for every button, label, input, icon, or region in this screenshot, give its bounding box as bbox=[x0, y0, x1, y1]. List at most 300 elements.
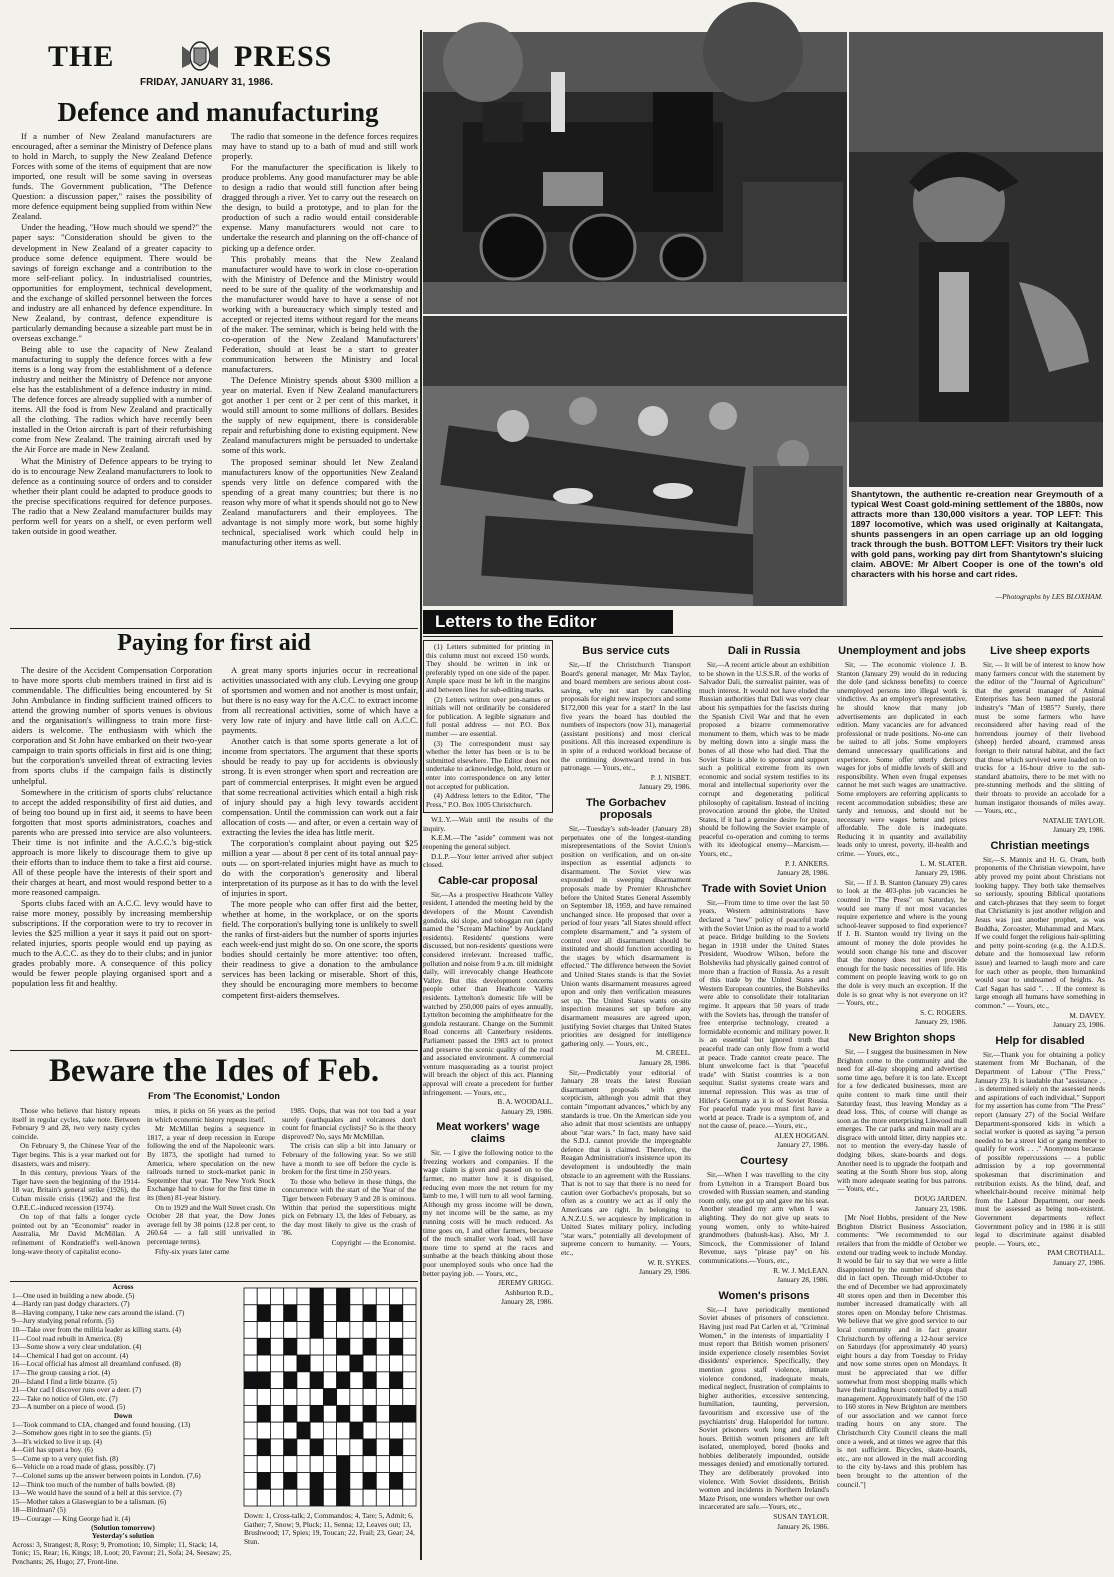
grid-cell[interactable] bbox=[376, 1305, 389, 1322]
grid-cell[interactable] bbox=[270, 1322, 283, 1339]
grid-block bbox=[284, 1372, 297, 1389]
masthead-date: FRIDAY, JANUARY 31, 1986. bbox=[140, 77, 274, 88]
grid-cell[interactable] bbox=[376, 1322, 389, 1339]
paragraph: Fifty-six years later came bbox=[155, 1246, 230, 1256]
grid-cell[interactable] bbox=[244, 1305, 257, 1322]
grid-cell[interactable] bbox=[403, 1338, 416, 1355]
paragraph: On top of that falls a longer cycle pointed out by an "Economist" reader in Australia, Mr David McMillan. A refinement of Kondratieff's well-known long-wave theory of capitalist econo- bbox=[12, 1212, 140, 1256]
grid-cell[interactable] bbox=[244, 1439, 257, 1456]
grid-cell[interactable] bbox=[323, 1305, 336, 1322]
grid-cell[interactable] bbox=[390, 1288, 403, 1305]
grid-cell[interactable] bbox=[310, 1338, 323, 1355]
grid-cell[interactable] bbox=[403, 1288, 416, 1305]
across-clues bbox=[12, 1292, 234, 1412]
letter-signature: M. CREEL. bbox=[655, 1048, 691, 1058]
masthead bbox=[28, 36, 408, 96]
clue-across: 14—Chemical I had got on account. (4) bbox=[12, 1350, 129, 1360]
clue-down: 2—Somehow goes right in to see the giants. (5) bbox=[12, 1428, 152, 1438]
paragraph: To those who believe in these things, the concurrence with the start of the Year of the Tiger between February 9 and 28 is ominous. Within that period the superstitious might pick on February 13, the Ides of Febuary, as the day most likely to give us the crash of '86. bbox=[282, 1176, 416, 1238]
grid-cell[interactable] bbox=[337, 1355, 350, 1372]
letter-title: Courtesy bbox=[740, 1155, 788, 1168]
letter-signature: DOUG JARDEN. bbox=[914, 1194, 967, 1204]
letter-body: Sir,—A recent article about an exhibition to be shown in the U.S.S.R. of the works of Salvador Dali, the surrealist painter, was of much interest. It would not have eluded the Russian authorities that Dali was very clear about his sympathies for the fascists during the Spanish Civil War and that he even proposed a bizarre commemorative monument to them, which was to be made by melting down into a single mass the bones of all those who had died. That the Soviet State is able to sponsor and support such a political extreme from its own economic and social system testifies to its moral and intellectual superiority over the corrupt and degenerating political philosophy of capitalism. Instead of inciting provocation around the globe, the United States, if it had a genuine desire for peace, should be following the Soviet example of peaceful co-operation and coming to terms with its ideological enemy—Marxism.—Yours, etc., bbox=[699, 660, 829, 859]
grid-block bbox=[310, 1439, 323, 1456]
grid-cell[interactable] bbox=[270, 1472, 283, 1489]
grid-cell[interactable] bbox=[376, 1456, 389, 1473]
crossword-note: (Solution tomorrow) bbox=[91, 1522, 155, 1532]
grid-cell[interactable] bbox=[337, 1439, 350, 1456]
clue-down: 1—Took command to CIA, changed and found housing. (13) bbox=[12, 1419, 191, 1429]
grid-block bbox=[390, 1439, 403, 1456]
grid-block bbox=[403, 1405, 416, 1422]
defence-col-1 bbox=[12, 131, 212, 625]
grid-cell[interactable] bbox=[376, 1389, 389, 1406]
grid-cell[interactable] bbox=[244, 1355, 257, 1372]
clue-across: 10—Take over from the militia leader as killing starts. (4) bbox=[12, 1324, 181, 1334]
letters-banner bbox=[423, 610, 673, 634]
grid-block bbox=[363, 1338, 376, 1355]
grid-block bbox=[390, 1372, 403, 1389]
paragraph: Mr McMillan begins a sequence in 1817, a year of deep recession in Europe following the end of the Napoleonic wars. By 1873, the spotlight had turned to America, where speculation on the new railroads turned to stock-market panic in September that year. The New York Stock Exchange had to close for the first time in its (then) 81-year history. bbox=[147, 1124, 275, 1202]
letter-date: January 29, 1986. bbox=[639, 782, 691, 792]
grid-cell[interactable] bbox=[244, 1472, 257, 1489]
grid-cell[interactable] bbox=[376, 1288, 389, 1305]
copyright: Copyright — the Economist. bbox=[331, 1237, 416, 1247]
grid-cell[interactable] bbox=[376, 1422, 389, 1439]
clue-across: 23—A number on a piece of wood. (5) bbox=[12, 1402, 126, 1412]
grid-cell[interactable] bbox=[244, 1489, 257, 1506]
letter-date: January 28, 1986. bbox=[777, 1275, 829, 1285]
grid-block bbox=[257, 1405, 270, 1422]
grid-cell[interactable] bbox=[297, 1472, 310, 1489]
grid-cell[interactable] bbox=[350, 1405, 363, 1422]
letters-col-3 bbox=[699, 640, 829, 1560]
grid-cell[interactable] bbox=[323, 1439, 336, 1456]
grid-cell[interactable] bbox=[257, 1489, 270, 1506]
grid-cell[interactable] bbox=[350, 1288, 363, 1305]
letter-date: January 29, 1986. bbox=[1053, 825, 1105, 835]
paragraph: The desire of the Accident Compensation Corporation to have more sports club members trained in first aid is commendable. The difficulties being encountered by St John Ambulance in finding sufficient trained officers to attend the growing number of sports venues is obvious and the organisation's willingness to train more first-aiders is welcome. The enthusiasm with which the corporation and St John have embarked on their two-year campaign to train sports officials in first aid is one thing; but the corporation's unveiled threat of extracting levies from sports clubs if the campaign fails is distinctly unhelpful. bbox=[12, 665, 212, 786]
letters-col-2 bbox=[561, 640, 691, 1560]
grid-cell[interactable] bbox=[257, 1355, 270, 1372]
grid-cell[interactable] bbox=[297, 1322, 310, 1339]
grid-cell[interactable] bbox=[376, 1355, 389, 1372]
paragraph: If a number of New Zealand manufacturers are encouraged, after a seminar the Ministry of Defence plans to hold in March, to supply the New Zealand Defence Forces with some of the items of equipment that are now imported, one result will be some saving in overseas funds. The Government publication, "The Defence Question: a discussion paper," raises the possibility of more defence equipment being supplied from within New Zealand. bbox=[12, 131, 212, 222]
grid-block bbox=[337, 1456, 350, 1473]
grid-cell[interactable] bbox=[323, 1288, 336, 1305]
firstaid-headline: Paying for first aid bbox=[117, 630, 311, 656]
grid-cell[interactable] bbox=[270, 1338, 283, 1355]
grid-block bbox=[390, 1472, 403, 1489]
grid-cell[interactable] bbox=[310, 1456, 323, 1473]
grid-cell[interactable] bbox=[403, 1355, 416, 1372]
paragraph: The crisis can slip a bit into January or February of the following year. So we still have a month to see off before the cycle is broken for the first time in 250 years. bbox=[282, 1141, 416, 1177]
paragraph: This probably means that the New Zealand manufacturer would have to work in close co-operation with the Ministry of Defence and the Ministry would need to be sure of the quality of the workmanship and the manufacturer would have to have a sense of not working with a bureaucracy which simply tested and accepted or rejected items without regard for the means of the maker. The seminar, which is being held with the co-operation of the New Zealand Manufacturers' Federation, should at least be a start to greater communication between the Ministry and local manufacturers. bbox=[222, 253, 418, 375]
grid-cell[interactable] bbox=[403, 1322, 416, 1339]
grid-block bbox=[350, 1355, 363, 1372]
grid-block bbox=[363, 1405, 376, 1422]
grid-cell[interactable] bbox=[403, 1472, 416, 1489]
grid-cell[interactable] bbox=[310, 1422, 323, 1439]
letter-title: New Brighton shops bbox=[848, 1031, 956, 1044]
paragraph: Under the heading, "How much should we spend?" the paper says: "Consideration should be given to the development in New Zealand of a greater capacity to produce some defence equipment. There would be savings of foreign exchange and a contribution to the more self-reliant policy. In industrialised countries, opportunities for employment, technical development, and the exchange of skilled personnel between the forces and industry are all enhanced by defence expenditure. In New Zealand, by contrast, defence expenditure is particularly demanding because a sizeable part must be in overseas exchange." bbox=[12, 222, 212, 343]
grid-cell[interactable] bbox=[270, 1456, 283, 1473]
letter-title: Help for disabled bbox=[995, 1034, 1085, 1047]
grid-cell[interactable] bbox=[323, 1489, 336, 1506]
grid-block bbox=[284, 1439, 297, 1456]
clue-down: 18—Birdman? (5) bbox=[12, 1505, 66, 1515]
grid-cell[interactable] bbox=[363, 1456, 376, 1473]
grid-cell[interactable] bbox=[270, 1355, 283, 1372]
clue-down: 4—Girl has upset a boy. (6) bbox=[12, 1445, 93, 1455]
grid-cell[interactable] bbox=[244, 1338, 257, 1355]
grid-block bbox=[363, 1439, 376, 1456]
reply-note: K.E.M.—The "aside" comment was not reopening the general subject. bbox=[423, 833, 553, 852]
grid-cell[interactable] bbox=[323, 1355, 336, 1372]
grid-cell[interactable] bbox=[363, 1489, 376, 1506]
grid-block bbox=[284, 1338, 297, 1355]
grid-cell[interactable] bbox=[376, 1405, 389, 1422]
grid-block bbox=[310, 1405, 323, 1422]
grid-cell[interactable] bbox=[390, 1355, 403, 1372]
letter-body: Sir,—Thank you for obtaining a policy statement from Mr Buchanan, of the Department of Labour ("The Press," January 23). It is laudable that "assistance . . . is determined solely on the assessed needs and aspirations of each individual." Support for my assertion has come from "The Press" report (January 27) of the Social Welfare Department-sponsored kids in which a social worker is quoted as saying "a person needed to be a street kid or gang member to qualify for work . . ." Anonymous because of possible repercussions — a public admission by a top governmental spokesman that discrimination and retribution exists. As the blind, deaf, and wheelchair-bound receive minimal help from the Labour Department, our needs must be assessed as being non-existent. Government departments reflect Government policy and in 1986 it is still legal to discriminate against disabled people. — Yours, etc., bbox=[975, 1049, 1105, 1248]
grid-cell[interactable] bbox=[323, 1322, 336, 1339]
grid-cell[interactable] bbox=[270, 1389, 283, 1406]
grid-block bbox=[310, 1372, 323, 1389]
paragraph: Being able to use the capacity of New Zealand manufacturing to supply the defence forces with a few items is a long way from the establishment of a defence industry and neither the Ministry of Defence nor anyone else has the establishment of a defence industry in mind. The defence forces are already supplied with a number of items. All the food is from New Zealand and practically all the clothing. The radios which have recently been installed in the Orion aircraft is part of their refurbishing come from New Zealand. The training aircraft used by the Air Force are made in New Zealand. bbox=[12, 343, 212, 455]
letter-signature: SUSAN TAYLOR. bbox=[773, 1512, 829, 1522]
clue-down: 19—Courage — King George had it. (4) bbox=[12, 1514, 131, 1524]
clue-down: 3—It's wicked to live it up. (4) bbox=[12, 1436, 102, 1446]
grid-cell[interactable] bbox=[403, 1305, 416, 1322]
grid-cell[interactable] bbox=[257, 1288, 270, 1305]
letter-date: January 27, 1986. bbox=[777, 1140, 829, 1150]
clue-across: 11—Cool road rebuilt in America. (8) bbox=[12, 1333, 123, 1343]
letter-signature: W. R. SYKES. bbox=[647, 1257, 691, 1267]
grid-cell[interactable] bbox=[270, 1422, 283, 1439]
grid-cell[interactable] bbox=[297, 1456, 310, 1473]
grid-cell[interactable] bbox=[270, 1288, 283, 1305]
grid-cell[interactable] bbox=[390, 1422, 403, 1439]
photo-locomotive bbox=[423, 32, 847, 314]
grid-cell[interactable] bbox=[297, 1288, 310, 1305]
letters-col-1 bbox=[423, 640, 553, 1560]
crossword-clues bbox=[12, 1282, 234, 1566]
paragraph: Sports clubs faced with an A.C.C. levy would have to raise more money, possibly by increasing membership subscriptions. If the corporation were to try to recover in levies the $25 million a year it says it paid out on sport-related injuries, sports people would end up paying as much to the A.C.C. as they do to their clubs; and in junior grades probably more. A consequence of this policy would be fewer people playing organised sport and a population less fit and healthy. bbox=[12, 898, 212, 989]
grid-cell[interactable] bbox=[403, 1372, 416, 1389]
letters-banner-text: Letters to the Editor bbox=[435, 612, 597, 631]
grid-cell[interactable] bbox=[363, 1355, 376, 1372]
letters-col-4 bbox=[837, 640, 967, 1560]
grid-cell[interactable] bbox=[284, 1355, 297, 1372]
grid-block bbox=[257, 1472, 270, 1489]
ides-col-2 bbox=[147, 1107, 275, 1278]
grid-cell[interactable] bbox=[244, 1322, 257, 1339]
grid-cell[interactable] bbox=[284, 1288, 297, 1305]
grid-cell[interactable] bbox=[363, 1288, 376, 1305]
grid-cell[interactable] bbox=[390, 1456, 403, 1473]
letter-body: Sir,—S. Mannix and H. G. Oram, both proponents of the Christian viewpoint, have ably proved my point about Christians not looking happy. They both take themselves so seriously, spouting Biblical quotations and catch-phrases that they seem to forget that Christianity is just another religion and Jesus was just another prophet, as was Buddha, Zoroaster, Muhammad and Marx. If we could forget the religious hair-splitting and petty point-scoring (e.g. the A.I.D.S. debate and the homosexual law reform issue) and learned to laugh more and care for each other as people, then humankind would soar to undreamed of heights. As Carl Sagan has said ". . . If the context is large enough all humans have something in common." — Yours, etc., bbox=[975, 854, 1105, 1010]
grid-cell[interactable] bbox=[350, 1456, 363, 1473]
grid-cell[interactable] bbox=[403, 1422, 416, 1439]
letter-date: January 28, 1986. bbox=[639, 1057, 691, 1067]
grid-cell[interactable] bbox=[323, 1372, 336, 1389]
grid-block bbox=[297, 1355, 310, 1372]
letter-date: January 27, 1986. bbox=[1053, 1258, 1105, 1267]
grid-cell[interactable] bbox=[270, 1305, 283, 1322]
photo-caption: Shantytown, the authentic re-creation near Greymouth of a typical West Coast gold-mining settlement of the 1880s, now attracts more than 130,000 visitors a year. TOP LEFT: This 1897 locomotive, which was used originally at Kaitangata, shunts passengers in an open carriage up an old logging track through the bush. BOTTOM LEFT: Visitors try their luck with gold pans, working pay dirt from Shantytown's sluicing claim. ABOVE: Mr Albert Cooper is one of the town's old characters with his horse and cart rides. bbox=[851, 489, 1103, 579]
letter-date: January 26, 1986. bbox=[777, 1521, 829, 1531]
defence-col-2 bbox=[222, 131, 418, 625]
grid-block bbox=[337, 1305, 350, 1322]
grid-cell[interactable] bbox=[284, 1322, 297, 1339]
letter-body: Sir,—As a prospective Heathcote Valley resident, I attended the meeting held by the developers of the Mount Cavendish gondola, ski slope, and toboggan run (aptly named the "Scream Machine" by Auckland residents). Residents' questions were discussed, but non-residents' questions were considered irrelevant. Increased traffic, pollution and noise from 9 a.m. till midnight daily, will irrevocably change Heathcote Valley. But this development concerns people other than Heathcote Valley residents. Lyttelton's domestic life will be watched by 250,000 pairs of eyes annually, Lyttelton becoming the amphitheatre for the gondola restaurant. Change on the Summit Road concerns all Canterbury residents. Parliament passed the 1983 act to protect and preserve the scenic quality of the road and associated environment. A commercial venture masquerading as a tourist project will breach the object of this act. Planning approval will create a precedent for further infringement. — Yours, etc., bbox=[423, 889, 553, 1097]
paragraph: What the Ministry of Defence appears to be trying to do is to encourage New Zealand manufacturers to look to defence as a continuing source of orders and to consider whether their plant could be adapted to produce goods to the precise specifications required for defence purposes. The radio that a New Zealand manufacturer builds may perform well for years on a shelf, or even perform well taken outside in good weather. bbox=[12, 455, 212, 536]
letter-date: January 29, 1986. bbox=[639, 1267, 691, 1277]
clue-down: 15—Mother takes a Glaswegian to be a talisman. (6) bbox=[12, 1496, 167, 1506]
grid-cell[interactable] bbox=[270, 1405, 283, 1422]
grid-cell[interactable] bbox=[284, 1389, 297, 1406]
letter-body: Sir, — It will be of interest to know how many farmers concur with the statement by the editor of the "Journal of Agriculture" that the general manager of Animal Enterprises has been named the pastoral industry's "Man of 1985"? Surely, there must be some farmers who have reconsidered after having read of the horrendous journey of their livehood (sheep) herded aboard, crammed areas foreign to their natural habitat, and the fact that those which survived were loaded on to trucks for a 16-hour drive to the sub-standard abattoirs, there to be met with no pre-stunning methods and the slitting of their throats to provide an accolade for a human instigator thousands of miles away. — Yours, etc., bbox=[975, 660, 1105, 816]
grid-cell[interactable] bbox=[376, 1439, 389, 1456]
grid-cell[interactable] bbox=[284, 1489, 297, 1506]
editor-note: [Mr Noel Hobbs, president of the New Brighton District Business Association, comments: "We recommended to our retailers that from the middle of October we extend our trading week to include Monday. It would be fair to say that we were a little disappointed by the number of shops that did in fact open. Through mid-October to the end of December we had approximately 40 stores open and then in December this number increased dramatically with all stores open on Monday before Christmas. We believe that we give good service to our local community and in fact greater Christchurch by offering a 12-hour service on Saturdays (for approximately 40 years) eight hours a day from Tuesday to Friday and now some stores open on Mondays. It must be appreciated that we differ somewhat from most shopping malls which have their trading hours controlled by a mall management. Approximately half of the 150 to 160 stores in New Brighton are members of our association and we cannot force trading hours on any store. The Christchurch City Council cleans the mall once a week, and at times we agree that this is not sufficient. Bicycles, skate-boards, etc., are not allowed in the mall according to the city by-laws and this problem has been brought to the attention of the council."] bbox=[837, 1213, 967, 1489]
ides-col-1 bbox=[12, 1107, 140, 1278]
grid-cell[interactable] bbox=[403, 1456, 416, 1473]
grid-cell[interactable] bbox=[244, 1288, 257, 1305]
grid-cell[interactable] bbox=[297, 1489, 310, 1506]
yesterday-title: Yesterday's solution bbox=[91, 1531, 155, 1541]
grid-block bbox=[363, 1305, 376, 1322]
letter-signature: P. J. NISBET. bbox=[650, 772, 691, 782]
letters-col-5 bbox=[975, 640, 1105, 1560]
reply-note: D.L.P.—Your letter arrived after subject closed. bbox=[423, 851, 553, 870]
firstaid-col-2 bbox=[222, 665, 418, 1047]
grid-block bbox=[337, 1372, 350, 1389]
grid-cell[interactable] bbox=[390, 1389, 403, 1406]
grid-cell[interactable] bbox=[270, 1372, 283, 1389]
grid-cell[interactable] bbox=[350, 1322, 363, 1339]
grid-cell[interactable] bbox=[323, 1405, 336, 1422]
grid-cell[interactable] bbox=[403, 1489, 416, 1506]
letter-signature: P. J. ANKERS. bbox=[785, 858, 829, 868]
grid-cell[interactable] bbox=[350, 1305, 363, 1322]
grid-cell[interactable] bbox=[257, 1456, 270, 1473]
clue-down: 6—Vehicle on a road made of glass, possibly. (7) bbox=[12, 1462, 156, 1472]
grid-cell[interactable] bbox=[284, 1422, 297, 1439]
paragraph: The proposed seminar should let New Zealand manufacturers know of the opportunities New Zealand spends very little on defence compared with the spending of a great many countries; but there is no reason why more of what it spends should not go to New Zealand manufacturers and their employees. The advantage is not simply more work, but some highly technical, specialised work which could help in manufacturing other items as well. bbox=[222, 456, 418, 547]
grid-cell[interactable] bbox=[403, 1439, 416, 1456]
grid-cell[interactable] bbox=[284, 1456, 297, 1473]
grid-block bbox=[257, 1338, 270, 1355]
letter-signature: ALEX HOGGAN. bbox=[774, 1130, 829, 1140]
letter-date: January 23, 1986. bbox=[915, 1203, 967, 1213]
paragraph: The radio that someone in the defence forces requires may have to stand up to a bath of mud and still work properly. bbox=[222, 131, 418, 162]
grid-block bbox=[310, 1489, 323, 1506]
letter-title: Meat workers' wage claims bbox=[436, 1121, 540, 1146]
grid-cell[interactable] bbox=[390, 1322, 403, 1339]
clue-across: 20—Island I find a little bizarre. (5) bbox=[12, 1376, 117, 1386]
letter-body: Sir, — If J. B. Stanton (January 29) cares to look at the 403-plus job vacancies he counted in "The Press" on Saturday, he would see many if not most vacancies require experience and where is the young school-leaver supposed to find experience? If J. B. Stanton would try living on the amount of money the dole provides he would soon change his tune and discover that the money does not even provide enough for the basic necessities of life. His comment on people leaving work to go on the dole is very much an exception. If the dole is so great why is not everyone on it? — Yours, etc., bbox=[837, 877, 967, 1008]
grid-cell[interactable] bbox=[403, 1389, 416, 1406]
letter-date: January 28, 1986. bbox=[777, 868, 829, 878]
clue-down: 12—Think too much of the number of balls bowled. (8) bbox=[12, 1479, 175, 1489]
yesterday-down: Down: 1, Cross-talk; 2, Commandos; 4, Tare; 5, Admit; 6, Gather; 7, Snow; 9, Pluck; 11, Senna; 12, Leaves out; 13, Brushwood; 17, Spies; 19, Toucan; 22, Frail; 23, Gear; 24, Stun. bbox=[244, 1511, 415, 1546]
clue-across: 9—Jury studying penal reform. (5) bbox=[12, 1316, 114, 1326]
grid-cell[interactable] bbox=[297, 1439, 310, 1456]
yesterday-across: Across: 3, Strangest; 8, Rosy; 9, Promotion; 10, Simple; 11, Stack; 14, Tonic; 15, Rear; 16, Kings; 18, Loot; 20, Favour; 21, Sofa; 24, Seesaw; 25, Penchants; 26, Hugo; 27, Front-line. bbox=[12, 1539, 232, 1566]
masthead-right: PRESS bbox=[234, 40, 333, 73]
grid-cell[interactable] bbox=[390, 1489, 403, 1506]
grid-block bbox=[337, 1489, 350, 1506]
grid-cell[interactable] bbox=[376, 1338, 389, 1355]
crossword-grid[interactable] bbox=[244, 1288, 416, 1506]
rule-item: (4) Address letters to the Editor, "The Press," P.O. Box 1005 Christchurch. bbox=[426, 791, 550, 809]
letter-title: Bus service cuts bbox=[582, 645, 670, 657]
clue-down: 5—Come up to a very quiet fish. (8) bbox=[12, 1453, 119, 1463]
grid-block bbox=[390, 1305, 403, 1322]
grid-cell[interactable] bbox=[350, 1439, 363, 1456]
grid-cell[interactable] bbox=[257, 1322, 270, 1339]
grid-block bbox=[284, 1405, 297, 1422]
grid-cell[interactable] bbox=[297, 1305, 310, 1322]
grid-cell[interactable] bbox=[363, 1389, 376, 1406]
clue-down: 13—We would have the sound of a bell at this service. (7) bbox=[12, 1488, 182, 1498]
grid-cell[interactable] bbox=[337, 1389, 350, 1406]
crest-icon bbox=[178, 38, 222, 74]
grid-block bbox=[244, 1372, 257, 1389]
grid-block bbox=[284, 1305, 297, 1322]
grid-block bbox=[337, 1405, 350, 1422]
letter-title: The Gorbachev proposals bbox=[585, 796, 667, 821]
ides-headline: Beware the Ides of Feb. bbox=[48, 1053, 380, 1089]
grid-cell[interactable] bbox=[244, 1422, 257, 1439]
clue-across: 22—Take no notice of Glen, etc. (7) bbox=[12, 1393, 118, 1403]
grid-block bbox=[390, 1405, 403, 1422]
grid-block bbox=[363, 1372, 376, 1389]
paragraph: The corporation's complaint about paying out $25 million a year — about 8 per cent of its total annual pay-outs — on sport-related injuries might have as much to do with the corporation's generosity and liberal interpretation of its purpose as it has to do with the level of injuries in sport. bbox=[222, 837, 418, 899]
grid-cell[interactable] bbox=[270, 1489, 283, 1506]
paragraph: 1985. Oops, that was not too bad a year surely (earthquakes and volcanoes don't count for financial cyclists)? So is the theory disproved? No, says Mr McMillan. bbox=[282, 1106, 416, 1141]
grid-block bbox=[337, 1288, 350, 1305]
letter-date: January 29, 1986. bbox=[915, 868, 967, 878]
letter-body: Sir, — The economic violence J. B. Stanton (January 29) would do in reducing the dole (and sickness benefits) to coerce unemployed persons into illegal work is vindictive. As an employer's representative, he should know that many job advertisements are duplicated in each edition. Many vacancies are for advanced professional or trade positions. No-one can be suited to all jobs. Some employers demand unnecessary qualifications and experience. Some offer utterly derisory wages for jobs of middle levels of skill and responsibility. When even frugal expenses cannot be met such wages are unattractive. Some employers are referring applicants to recent accommodation subsidies; these are tardy and tenuous, and should not be necessary were wages better and prices affordable. The dole is inadequate. Reducing it in quantity and availability leads only to unrest, poverty, ill-health and crime. — Yours, etc., bbox=[837, 660, 967, 859]
letter-body: Sir,—When I was travelling to the city from Lyttelton in a Transport Board bus crowded with Russian seamen, and standing room only, one got up and gave me his seat. Another steadied my arm when I was alighting. They do not give up seats to young women, only to white-haired grandmothers (bahush-kas). Also, Mr J. Simcock, the Commissioner of Inland Revenue, says "please pay" on his communications.—Yours, etc., bbox=[699, 1170, 829, 1265]
letter-title: Live sheep exports bbox=[990, 645, 1090, 657]
clue-down: 7—Colonel sums up the answer between points in London. (7,6) bbox=[12, 1471, 201, 1481]
grid-cell[interactable] bbox=[297, 1405, 310, 1422]
grid-cell[interactable] bbox=[297, 1338, 310, 1355]
grid-cell[interactable] bbox=[337, 1322, 350, 1339]
grid-cell[interactable] bbox=[337, 1422, 350, 1439]
grid-cell[interactable] bbox=[257, 1389, 270, 1406]
grid-cell[interactable] bbox=[323, 1472, 336, 1489]
photo-horse-cart bbox=[849, 32, 1103, 487]
grid-cell[interactable] bbox=[297, 1389, 310, 1406]
grid-block bbox=[310, 1472, 323, 1489]
letter-signature: S. C. ROGERS. bbox=[920, 1007, 967, 1017]
grid-cell[interactable] bbox=[297, 1372, 310, 1389]
grid-cell[interactable] bbox=[350, 1372, 363, 1389]
letter-signature: R. W. J. McLEAN. bbox=[773, 1265, 829, 1275]
letter-body: Sir, — I give the following notice to the freezing workers and companies. If the wage claim is given and passed on to the farmer, no matter how it is disguised, reducing even more the net return for my lamb to me, I will turn to all wool farming. Although my gross income will be down, my net income will be the same, as my running costs will be much reduced. As time goes on, I and other farmers, because of the much smaller work load, will have more time to spend at the races and sunbathe at the beach thinking about those poor unemployed souls who once had the better paying job. — Yours, etc., bbox=[423, 1148, 553, 1278]
down-clues bbox=[12, 1421, 234, 1524]
grid-block bbox=[350, 1422, 363, 1439]
grid-cell[interactable] bbox=[363, 1322, 376, 1339]
ides-col-3 bbox=[282, 1107, 416, 1278]
paragraph: Somewhere in the criticism of sports clubs' reluctance to accept the added responsibility of first aid duties, and of being too bound up in first aid, it seems to have been forgotten that most sports administrators, coaches and parents who are pressed into service are also volunteers. Their time is not infinite and the A.C.C.'s big-stick approach is more likely to discourage them to give up their efforts than to induce them to take a first aid course. All of these people have the interests of their sport and their charges at heart, and most would respond better to a more reasoned campaign. bbox=[12, 786, 212, 898]
letter-body: Sir,—I have periodically mentioned Soviet abuses of prisoners of conscience. Having just read Pat Carlen et al, "Criminal Women," in the interests of impartiality I must report that British women prisoners' inside experience closely resembles Soviet dissidents' experience. Specifically, they mention gross staff violence, inmate violence condoned, inadequate meals, medical neglect, frustration of complaints to higher authorities, excessive sentencing, humiliation, taunting, perversion, favouritism and excessive use of the psychiatrists' drug. Haloperidol for torture. Soviet prisoners work long and difficult hours. British women prisoners are left isolated, unemployed, bored (books and hobbies deliberately impounded, outside messages denied) and emotionally tortured. They are deliberately provoked into violence. With Soviet dissidents, British women and incidents in Northern Ireland's Maze Prison, one wonders whether our own incarcerated are safe.—Yours, etc., bbox=[699, 1304, 829, 1512]
grid-cell[interactable] bbox=[244, 1405, 257, 1422]
letter-title: Unemployment and jobs bbox=[838, 645, 966, 657]
grid-block bbox=[310, 1305, 323, 1322]
grid-block bbox=[310, 1322, 323, 1339]
letter-signature: PAM CROTHALL. bbox=[1047, 1248, 1105, 1258]
grid-cell[interactable] bbox=[350, 1389, 363, 1406]
grid-cell[interactable] bbox=[244, 1456, 257, 1473]
rule-item: (1) Letters submitted for printing in this column must not exceed 150 words. They should be written in ink or preferably typed on one side of the paper. Ample space must be left in the margins and between lines for sub-editing marks. bbox=[426, 642, 550, 694]
grid-block bbox=[323, 1389, 336, 1406]
down-title: Down bbox=[113, 1410, 133, 1420]
letter-rules bbox=[423, 640, 553, 813]
grid-cell[interactable] bbox=[244, 1389, 257, 1406]
letter-signature: JEREMY GRIGG. bbox=[498, 1278, 553, 1288]
grid-cell[interactable] bbox=[350, 1472, 363, 1489]
grid-cell[interactable] bbox=[323, 1422, 336, 1439]
letter-body: Sir,—Predictably your editorial of January 28 treats the latest Russian disarmament proposals with great scepticism, although you admit that they contain "important advances," which by any standards is true. On the American side you also admit that most scientists are unhappy about "star wars." In fact, many have said the S.D.I. cannot provide the impregnable defence that is claimed. Therefore, the Reagan Administration's insistence upon its development is undoubtedly the main obstacle to an agreement with the Russians. That is not to say that there is no need for caution over Gorbachev's proposals, but so often as a country we act as if only the Americans are right. In belonging to A.N.Z.U.S. we acquiesce by implication in United States military policy, including "star wars," potentially all development of supreme concern to humanity. — Yours, etc., bbox=[561, 1067, 691, 1257]
grid-cell[interactable] bbox=[257, 1422, 270, 1439]
paragraph: On February 9, the Chinese Year of the Tiger begins. This is a year marked out for disasters, wars and misery. bbox=[12, 1141, 140, 1168]
clue-across: 16—Local official has almost all dreamland confused. (8) bbox=[12, 1359, 181, 1369]
grid-block bbox=[284, 1472, 297, 1489]
clue-across: 13—Some show a very clear undulation. (4) bbox=[12, 1342, 142, 1352]
paragraph: mies, it picks on 56 years as the period in which economic history repeats itself. bbox=[147, 1106, 275, 1124]
paragraph: A great many sports injuries occur in recreational activities unassociated with any club. Levying one group of sportsmen and women and not another is most unfair, but there is no easy way for the A.C.C. to extract income from all recreational activities, some of which have a very low rate of injury and have little call on A.C.C. payments. bbox=[222, 665, 418, 736]
clue-across: 21—Our cad I discover runs over a deer. (7) bbox=[12, 1385, 142, 1395]
grid-cell[interactable] bbox=[376, 1372, 389, 1389]
grid-cell[interactable] bbox=[363, 1422, 376, 1439]
grid-cell[interactable] bbox=[376, 1489, 389, 1506]
grid-cell[interactable] bbox=[350, 1338, 363, 1355]
grid-block bbox=[390, 1338, 403, 1355]
grid-block bbox=[257, 1439, 270, 1456]
grid-cell[interactable] bbox=[310, 1389, 323, 1406]
paragraph: In this century, previous Years of the Tiger have seen the beginning of the 1914-18 war, Britain's general strike (1926), the Cuban missile crisis (1962) and the first O.P.E.C.-induced recession (1974). bbox=[12, 1168, 140, 1212]
paragraph: The more people who can offer first aid the better, whether at home, in the workplace, or on the sports field. The corporation's bullying tone is unlikely to swell the ranks of first-aiders but the number of sports injuries each week-end just might do so. On one score, the sports bodies should certainly be more attentive: too often, their readiness to give a donation to the ambulance services has been lacking or miserable. Short of this, they should be encouraging more members to become competent first-aiders themselves. bbox=[222, 899, 418, 1000]
photo-credit: —Photographs by LES BLOXHAM. bbox=[995, 592, 1103, 601]
paragraph: For the manufacturer the specification is likely to produce problems. Any good manufacturer may be able to design a radio that would still function after being dragged through a river. Yet to carry out the research on the design, to build a prototype, and to plan for the production of such a radio would entail considerable expense. Many manufacturers would not care to undertake the research and planning on the off-chance of picking up a defence order. bbox=[222, 162, 418, 253]
grid-cell[interactable] bbox=[323, 1338, 336, 1355]
letter-body: Sir,—Tuesday's sub-leader (January 28) perpetuates one of the longest-standing misrepresentations of the Soviet Union's position on verification, and on on-site inspection as essential adjuncts to disarmament. The Soviet view was expounded in sweeping disarmament proposals made by Premier Khrushchev before the United States General Assembly on September 18, 1959, and have remained unchanged since. He proposed that over a period of four years "all States should effect complete disarmament," and "a system of control over all disarmament should be instituted and should function according to the stages by which disarmament is effected." The difference between the Soviet and United States stands is that the Soviet Union wants disarmament measures agreed upon and only then verification measures set up. The United States wants on-site inspection measures set up before any disarmament measures are agreed upon, justifying Soviet charges that United States priorities are designed for intelligence gathering only. — Yours, etc., bbox=[561, 823, 691, 1048]
grid-block bbox=[337, 1338, 350, 1355]
letter-title: Dali in Russia bbox=[727, 645, 801, 657]
letter-signature: L. M. SLATER. bbox=[920, 858, 967, 868]
grid-cell[interactable] bbox=[310, 1355, 323, 1372]
ides-source: From 'The Economist,' London bbox=[148, 1091, 280, 1101]
rule-item: (2) Letters written over pen-names or initials will not ordinarily be considered for publication. A legible signature and full postal address — not P.O. Box number — are essential. bbox=[426, 694, 550, 738]
grid-cell[interactable] bbox=[376, 1472, 389, 1489]
grid-cell[interactable] bbox=[323, 1456, 336, 1473]
letter-title: Cable-car proposal bbox=[438, 874, 538, 887]
clue-across: 8—Having company, I take new cars around the island. (7) bbox=[12, 1307, 185, 1317]
grid-block bbox=[363, 1472, 376, 1489]
clue-across: 1—One used in building a new abode. (5) bbox=[12, 1290, 135, 1300]
grid-block bbox=[310, 1288, 323, 1305]
grid-cell[interactable] bbox=[270, 1439, 283, 1456]
rule-item: (3) The correspondent must say whether the letter has been or is to be submitted elsewhere. The Editor does not undertake to acknowledge, hold, return or enter into correspondence on any letter not accepted for publication. bbox=[426, 738, 550, 791]
grid-block bbox=[297, 1422, 310, 1439]
grid-cell[interactable] bbox=[350, 1489, 363, 1506]
